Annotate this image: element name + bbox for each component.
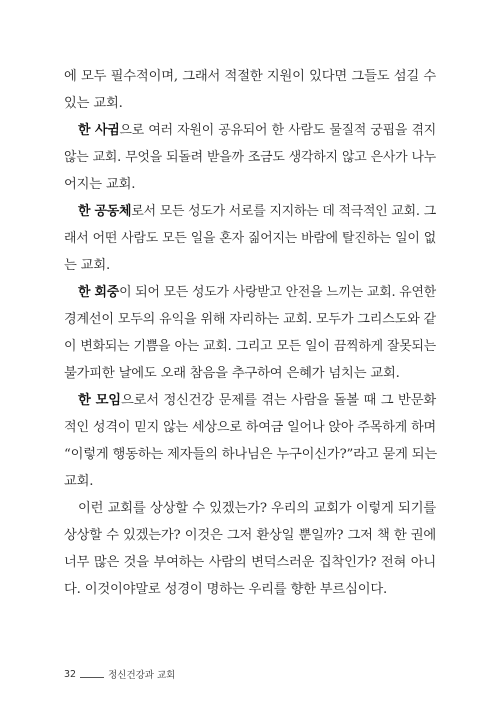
text-line: 상상할 수 있겠는가? 이것은 그저 환상일 뿐일까? 그저 책 한 권에 (64, 528, 436, 543)
text-line (64, 279, 436, 306)
text-line: 경계선이 모두의 유익을 위해 자리하는 교회. 모두가 그리스도와 같 (64, 312, 436, 327)
text-line: 않는 교회. 무엇을 되돌려 받을까 조금도 생각하지 않고 은사가 나누 (64, 150, 436, 165)
text-line (64, 198, 436, 225)
paragraph-4 (64, 279, 436, 387)
text-line: 래서 어떤 사람도 모든 일을 혼자 짊어지는 바람에 탈진하는 일이 없 (64, 231, 436, 246)
paragraph-6 (64, 495, 436, 603)
lead-phrase: 한 회중 (78, 285, 120, 300)
text-line: 이 변화되는 기쁨을 아는 교회. 그리고 모든 일이 끔찍하게 잘못되는 (64, 339, 436, 354)
line-text: 이 되어 모든 성도가 사랑받고 안전을 느끼는 교회. 유연한 (119, 285, 436, 300)
lead-phrase: 한 사귐 (78, 123, 120, 138)
running-title: 정신건강과 교회 (108, 670, 176, 681)
text-line: 에 모두 필수적이며, 그래서 적절한 지원이 있다면 그들도 섬길 수 (64, 69, 436, 84)
text-line (64, 387, 436, 414)
paragraph-1 (64, 63, 436, 117)
page-number: 32 (64, 668, 77, 680)
text-line: 불가피한 날에도 오래 참음을 추구하여 은혜가 넘치는 교회. (64, 366, 400, 381)
text-line: 어지는 교회. (64, 177, 136, 192)
text-line: 는 교회. (64, 258, 110, 273)
text-line: 적인 성격이 믿지 않는 세상으로 하여금 일어나 앉아 주목하게 하며 (64, 420, 436, 435)
line-text: 으로 여러 자원이 공유되어 한 사람도 물질적 궁핍을 겪지 (119, 123, 437, 138)
lead-phrase: 한 공동체 (78, 204, 132, 219)
lead-phrase: 한 모임 (78, 393, 121, 408)
line-text: 로서 모든 성도가 서로를 지지하는 데 적극적인 교회. 그 (131, 204, 436, 219)
paragraph-5 (64, 387, 436, 495)
text-line: 다. 이것이야말로 성경이 명하는 우리를 향한 부르심이다. (64, 582, 388, 597)
body-text (64, 63, 436, 603)
paragraph-2 (64, 117, 436, 198)
line-text: 으로서 정신건강 문제를 겪는 사람을 돌볼 때 그 반문화 (120, 393, 436, 408)
text-line: 너무 많은 것을 부여하는 사람의 변덕스러운 집착인가? 전혀 아니 (64, 555, 436, 570)
page-footer (64, 667, 175, 681)
paragraph-3 (64, 198, 436, 279)
text-line: 교회. (64, 474, 94, 489)
text-line: “이렇게 행동하는 제자들의 하나님은 누구이신가?”라고 묻게 되는 (64, 447, 438, 462)
text-line (64, 117, 436, 144)
text-line: 있는 교회. (64, 96, 123, 111)
footer-rule (80, 677, 104, 678)
text-line: 이런 교회를 상상할 수 있겠는가? 우리의 교회가 이렇게 되기를 (78, 501, 436, 516)
